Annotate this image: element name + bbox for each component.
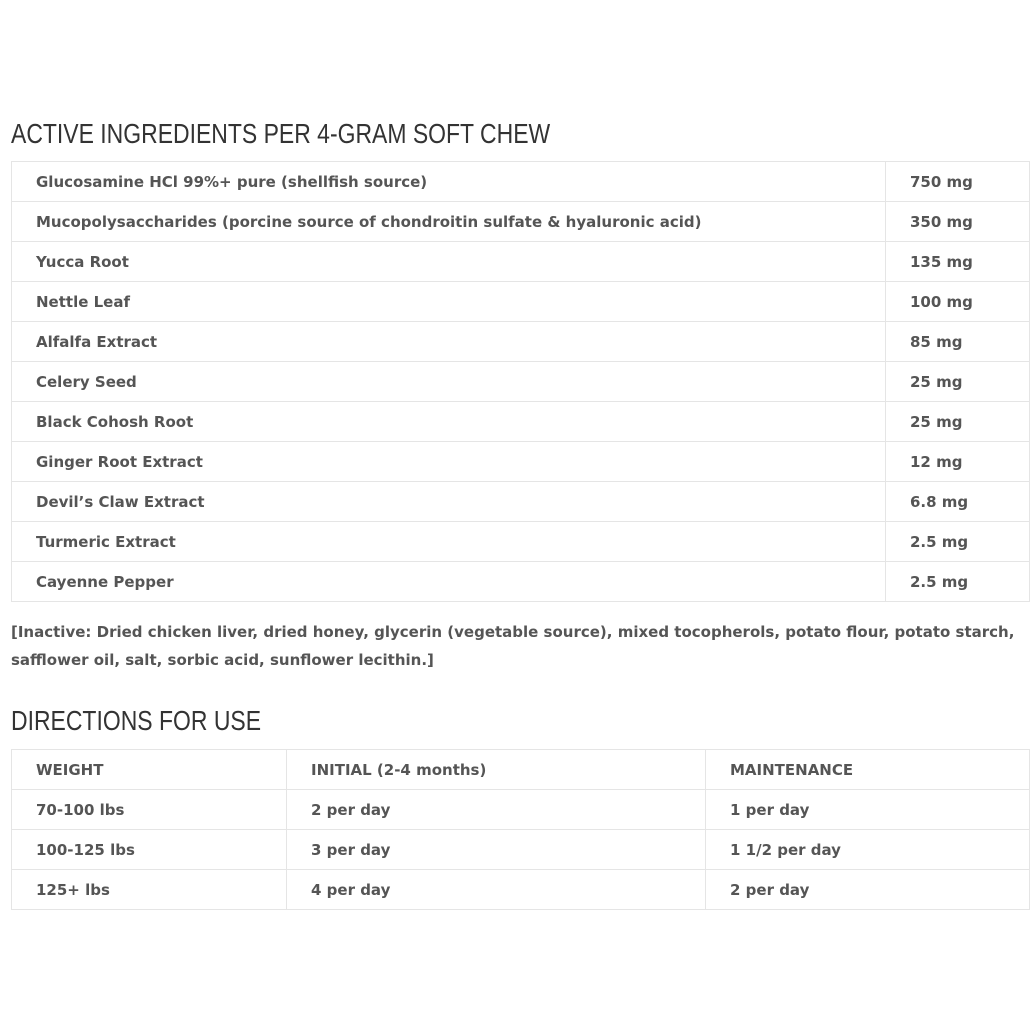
table-row	[12, 562, 1030, 602]
table-header-row	[12, 750, 1030, 790]
ingredient-name: Celery Seed	[12, 362, 886, 402]
table-row	[12, 790, 1030, 830]
weight-cell: 70-100 lbs	[12, 790, 287, 830]
ingredient-name: Black Cohosh Root	[12, 402, 886, 442]
maintenance-cell: 1 1/2 per day	[706, 830, 1030, 870]
table-row	[12, 322, 1030, 362]
table-row	[12, 402, 1030, 442]
table-row	[12, 870, 1030, 910]
ingredient-amount: 12 mg	[886, 442, 1030, 482]
table-row	[12, 522, 1030, 562]
ingredient-amount: 25 mg	[886, 362, 1030, 402]
ingredient-name: Nettle Leaf	[12, 282, 886, 322]
table-row	[12, 282, 1030, 322]
initial-header: INITIAL (2-4 months)	[287, 750, 706, 790]
table-row	[12, 482, 1030, 522]
ingredient-amount: 350 mg	[886, 202, 1030, 242]
initial-cell: 2 per day	[287, 790, 706, 830]
ingredient-name: Turmeric Extract	[12, 522, 886, 562]
ingredient-name: Alfalfa Extract	[12, 322, 886, 362]
ingredient-amount: 2.5 mg	[886, 562, 1030, 602]
maintenance-cell: 1 per day	[706, 790, 1030, 830]
table-row	[12, 242, 1030, 282]
ingredient-name: Cayenne Pepper	[12, 562, 886, 602]
weight-cell: 100-125 lbs	[12, 830, 287, 870]
weight-header: WEIGHT	[12, 750, 287, 790]
ingredient-name: Devil’s Claw Extract	[12, 482, 886, 522]
ingredient-name: Yucca Root	[12, 242, 886, 282]
weight-cell: 125+ lbs	[12, 870, 287, 910]
ingredient-amount: 85 mg	[886, 322, 1030, 362]
ingredient-name: Glucosamine HCl 99%+ pure (shellfish source)	[12, 162, 886, 202]
ingredient-name: Ginger Root Extract	[12, 442, 886, 482]
ingredient-amount: 2.5 mg	[886, 522, 1030, 562]
table-row	[12, 442, 1030, 482]
table-row	[12, 362, 1030, 402]
ingredient-amount: 135 mg	[886, 242, 1030, 282]
ingredient-amount: 750 mg	[886, 162, 1030, 202]
inactive-ingredients-note: [Inactive: Dried chicken liver, dried honey, glycerin (vegetable source), mixed tocopherols, potato flour, potato starch, safflower oil, salt, sorbic acid, sunflower lecithin.]	[11, 623, 1015, 669]
directions-table	[11, 749, 1030, 910]
maintenance-cell: 2 per day	[706, 870, 1030, 910]
ingredient-name: Mucopolysaccharides (porcine source of chondroitin sulfate & hyaluronic acid)	[12, 202, 886, 242]
table-row	[12, 830, 1030, 870]
ingredient-amount: 6.8 mg	[886, 482, 1030, 522]
maintenance-header: MAINTENANCE	[706, 750, 1030, 790]
initial-cell: 4 per day	[287, 870, 706, 910]
ingredients-heading: ACTIVE INGREDIENTS PER 4-GRAM SOFT CHEW	[11, 118, 551, 149]
directions-heading: DIRECTIONS FOR USE	[11, 705, 262, 736]
ingredient-amount: 100 mg	[886, 282, 1030, 322]
ingredient-amount: 25 mg	[886, 402, 1030, 442]
table-row	[12, 162, 1030, 202]
table-row	[12, 202, 1030, 242]
initial-cell: 3 per day	[287, 830, 706, 870]
ingredients-table	[11, 161, 1030, 602]
